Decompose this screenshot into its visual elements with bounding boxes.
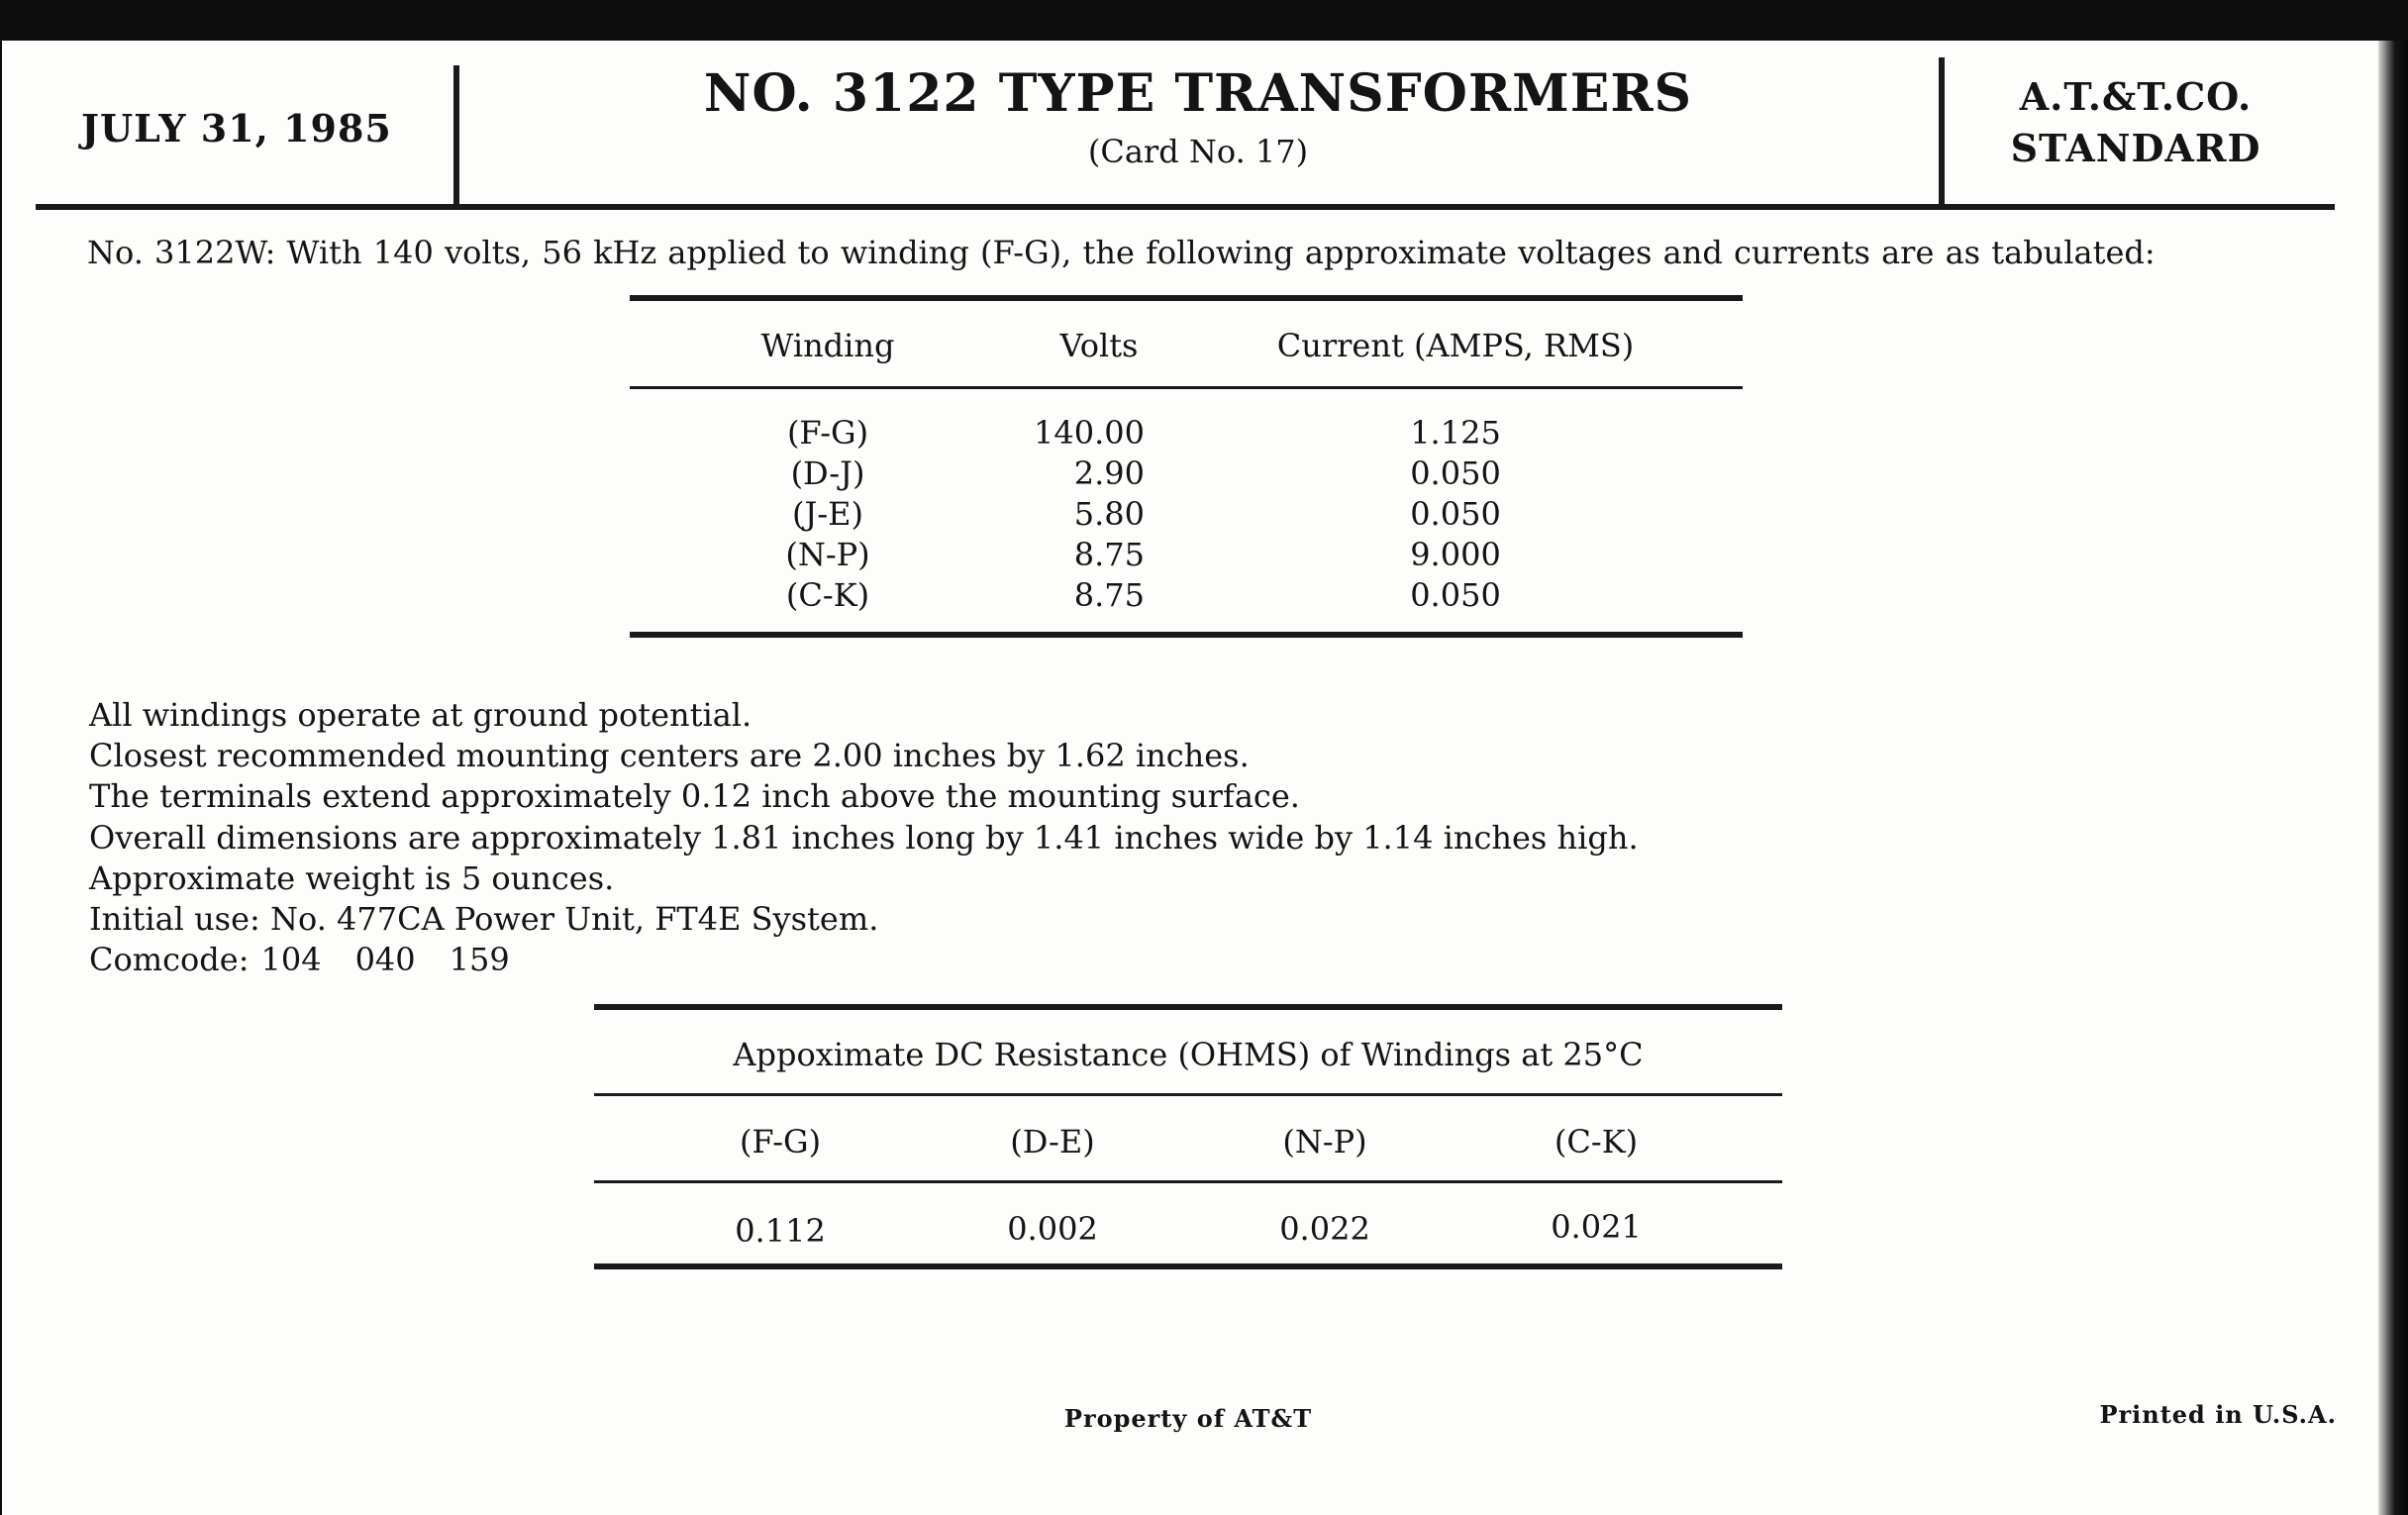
table2-title-rule (594, 1093, 1782, 1096)
standard-label (1943, 71, 2329, 174)
table2-value-fg: 0.112 (735, 1212, 826, 1250)
comcode-line (89, 940, 1639, 980)
table1-cell-volts: 8.75 (1073, 576, 1145, 614)
comcode-part: 104 (260, 941, 322, 979)
comcode-part: 159 (449, 941, 510, 979)
notes-block (89, 695, 1639, 980)
table1-header-volts: Volts (1059, 327, 1139, 364)
table1-cell-winding: (J-E) (792, 495, 863, 533)
table1-cell-volts: 8.75 (1073, 536, 1145, 573)
table1-cell-winding: (D-J) (790, 454, 865, 492)
table1-cell-current: 0.050 (1410, 495, 1501, 533)
standard-line-1: A.T.&T.CO. (2019, 74, 2253, 119)
table2-title: Appoximate DC Resistance (OHMS) of Windings at 25°C (733, 1036, 1644, 1073)
note-line: Overall dimensions are approximately 1.81 inches long by 1.41 inches wide by 1.14 inches high. (89, 818, 1639, 857)
table1-cell-current: 1.125 (1410, 414, 1501, 452)
card-number: (Card No. 17) (1087, 133, 1309, 170)
table1-bottom-rule (630, 632, 1743, 638)
intro-text: No. 3122W: With 140 volts, 56 kHz applied to winding (F-G), the following approximate voltages and currents are as tabulated: (87, 234, 2156, 271)
table2-bottom-rule (594, 1263, 1782, 1269)
standard-line-2: STANDARD (2010, 126, 2261, 170)
note-line: Initial use: No. 477CA Power Unit, FT4E System. (89, 899, 879, 938)
table1-cell-volts: 2.90 (1073, 454, 1145, 492)
card-edge-shadow (2378, 41, 2408, 1515)
note-line: All windings operate at ground potential. (89, 696, 752, 734)
table2-header-rule (594, 1180, 1782, 1183)
comcode-label: Comcode: (89, 941, 250, 979)
table2-header-ck: (C-K) (1554, 1123, 1639, 1161)
table2-header-de: (D-E) (1010, 1123, 1095, 1161)
table1-cell-current: 9.000 (1410, 536, 1501, 573)
table1-cell-winding: (F-G) (786, 414, 869, 452)
header-rule (36, 204, 2335, 210)
table1-header-winding: Winding (760, 327, 895, 364)
table1-top-rule (630, 295, 1743, 301)
note-line: Approximate weight is 5 ounces. (89, 858, 615, 897)
table2-value-de: 0.002 (1007, 1210, 1098, 1248)
table2-header-np: (N-P) (1282, 1123, 1367, 1161)
table2-value-np: 0.022 (1279, 1210, 1370, 1248)
table1-cell-volts: 140.00 (1034, 414, 1145, 452)
table1-header-rule (630, 386, 1743, 389)
footer-property: Property of AT&T (1063, 1404, 1313, 1433)
table1-cell-winding: (N-P) (785, 536, 870, 573)
card-date: JULY 31, 1985 (81, 106, 392, 151)
table2-value-ck: 0.021 (1551, 1208, 1642, 1246)
note-line: The terminals extend approximately 0.12 inch above the mounting surface. (89, 777, 1300, 816)
card-title: NO. 3122 TYPE TRANSFORMERS (703, 63, 1693, 124)
comcode-part: 040 (354, 941, 416, 979)
table1-cell-winding: (C-K) (785, 576, 870, 614)
note-line: Closest recommended mounting centers are 2.00 inches by 1.62 inches. (89, 737, 1250, 775)
table1-cell-current: 0.050 (1410, 454, 1501, 492)
table1-cell-volts: 5.80 (1073, 495, 1145, 533)
footer-printed: Printed in U.S.A. (2099, 1400, 2337, 1429)
table2-top-rule (594, 1004, 1782, 1010)
table2-header-fg: (F-G) (739, 1123, 822, 1161)
table1-header-current: Current (AMPS, RMS) (1276, 327, 1635, 364)
table1-cell-current: 0.050 (1410, 576, 1501, 614)
